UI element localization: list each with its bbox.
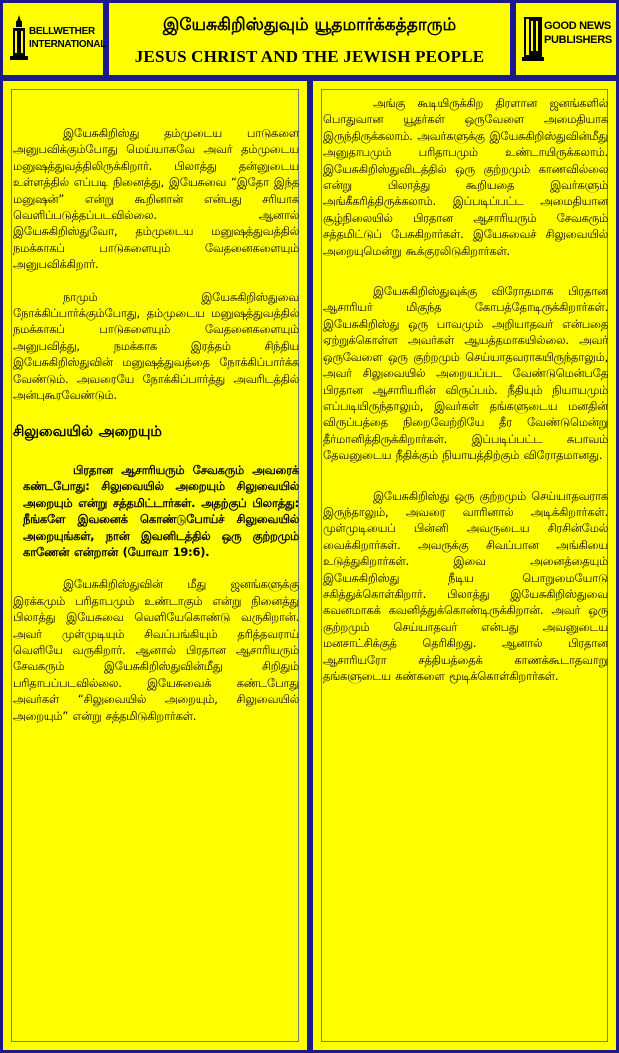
right-paragraph-2: இயேசுகிறிஸ்துவுக்கு விரோதமாக பிரதான ஆசாரியர் மிகுந்த கோபத்தோடிருக்கிறார்கள். இயேசுகிறிஸ்து ஒரு பாவமும் அறியாதவர் என்பதை ஏற்றுக்கொள்ள அவர்கள் ஆயத்தமாகயில்லை. அவர் ஒருவேளை ஒரு குற்றமும் செய்யாதவராகயிருந்தாலும், அவர் சிலுவையில் அறையப்பட வேண்டுமென்பதே பிரதான ஆசாரியரின் விருப்பம். நீதியும் நியாயமும் எப்படியிருந்தாலும், இவர்கள் தங்களுடைய மனதின் விருப்பத்தை நிறைவேற்றியே தீர வேண்டுமென்று தீர்மானித்திருக்கிறார்கள். இப்படிப்பட்ட சுபாவம் தேவனுடைய நீதிக்கும் நியாயத்திற்கும் விரோதமானது. bbox=[323, 284, 608, 463]
left-column-text bbox=[13, 125, 299, 740]
left-paragraph-1: இயேசுகிறிஸ்து தம்முடைய பாடுகளை அனுபவிக்கும்போது மெய்யாகவே அவர் தம்முடைய மனுஷத்துவத்திலிருக்கிறார். பிலாத்து தன்னுடைய உள்ளத்தில் எப்படி நினைத்து, இயேசுவை “இதோ இந்த மனுஷன்” என்று கூறினான் என்பது சரியாக வெளிப்படுத்தப்படவில்லை. ஆனால் இயேசுகிறிஸ்துவோ, தம்முடைய மனுஷத்துவத்தில் நமக்காகப் பாடுகளையும் வேதனைகளையும் அனுபவிக்கிறார். bbox=[13, 126, 299, 272]
right-paragraph-3: இயேசுகிறிஸ்து ஒரு குற்றமும் செய்யாதவராக இருந்தாலும், அவரை வாரினால் அடிக்கிறார்கள். முள்முடியைப் பின்னி அவருடைய சிரசின்மேல் வைக்கிறார்கள். அவருக்கு சிவப்பான அங்கியை உடுத்துகிறார்கள். இவை அனைத்தையும் இயேசுகிறிஸ்து நீடிய பொறுமையோடு சகித்துக்கொள்கிறார். பிலாத்து இயேசுகிறிஸ்துவை கவனமாகக் கவனித்துக்கொண்டிருக்கிறான். அவர் ஒரு குற்றமும் செய்யாதவர் என்பது அவனுடைய மனசாட்சிக்குத் தெரிகிறது. ஆனால் பிரதான ஆசாரியரோ சத்தியத்தைக் காணக்கூடாதவாறு தங்களுடைய கண்களை மூடிக்கொள்கிறார்கள். bbox=[323, 488, 608, 683]
page-header bbox=[0, 0, 619, 78]
right-logo-box bbox=[513, 0, 619, 78]
right-logo-text: GOOD NEWS PUBLISHERS bbox=[544, 20, 612, 46]
scripture-quote: பிரதான ஆசாரியரும் சேவகரும் அவரைக் கண்டபோது: சிலுவையில் அறையும் சிலுவையில் அறையும் என்று சத்தமிட்டார்கள். அதற்குப் பிலாத்து: நீங்களே இவனைக் கொண்டுபோய்ச் சிலுவையில் அறையுங்கள், நான் இவனிடத்தில் ஒரு குற்றமும் காணேன் என்றான் (யோவா 19:6). bbox=[23, 462, 299, 559]
left-paragraph-3: இயேசுகிறிஸ்துவின் மீது ஜனங்களுக்கு இரக்கமும் பரிதாபமும் உண்டாகும் என்று நினைத்து பிலாத்து இயேசுவை வெளியேகொண்டு வருகிறான். அவர் முள்முடியும் சிவப்பங்கியும் தரித்தவராய் வெளியே வருகிறார். ஆனால் பிரதான ஆசாரியரும் சேவகரும் இயேசுகிறிஸ்துவின்மீது சிறிதும் பரிதாபப்படவில்லை. இயேசுவைக் கண்டபோது அவர்கள் “சிலுவையில் அறையும், சிலுவையில் அறையும்” என்று சத்தமிடுகிறார்கள். bbox=[13, 577, 299, 723]
title-box bbox=[106, 0, 513, 78]
right-column bbox=[310, 78, 619, 1053]
left-paragraph-2: நாமும் இயேசுகிறிஸ்துவை நோக்கிப்பார்க்கும்போது, தம்முடைய மனுஷத்துவத்தில் நமக்காகப் பாடுகளையும் வேதனைகளையும் அனுபவித்து, நமக்காக இரத்தம் சிந்திய இயேசுகிறிஸ்துவின் மனுஷத்துவத்தை நோக்கிப்பார்க்க வேண்டும். அவரையே நோக்கிப்பார்த்து அவரிடத்தில் அன்புகூரவேண்டும். bbox=[13, 289, 299, 403]
book-logo-icon bbox=[522, 15, 544, 67]
title-tamil: இயேசுகிறிஸ்துவும் யூதமார்க்கத்தாரும் bbox=[162, 15, 457, 35]
left-logo-box bbox=[0, 0, 106, 78]
right-paragraph-1: அங்கு கூடியிருக்கிற திரளான ஜனங்களில் பொதுவான யூதர்கள் ஒருவேளை அமைதியாக இருந்திருக்கலாம். அவர்களுக்கு இயேசுகிறிஸ்துவின்மீது அனுதாபமும் பரிதாபமும் உண்டாயிருக்கலாம். இயேசுகிறிஸ்துவிடத்தில் ஒரு குற்றமும் காணவில்லை என்று பிலாத்து கூறியதை இவர்களும் அங்கீகரித்திருக்கலாம். இப்படிப்பட்ட அமைதியான சூழ்நிலையில் பிரதான ஆசாரியரும் சேவகரும் சத்தமிட்டுப் பேசுகிறார்கள். இயேசுவைச் சிலுவையில் அறையுமென்று கூக்குரலிடுகிறார்கள். bbox=[323, 96, 608, 258]
title-english: JESUS CHRIST AND THE JEWISH PEOPLE bbox=[134, 47, 485, 66]
right-column-text bbox=[323, 95, 608, 700]
bellwether-logo-icon bbox=[9, 15, 29, 67]
section-heading: சிலுவையில் அறையும் bbox=[13, 423, 162, 440]
left-column bbox=[0, 78, 310, 1053]
left-logo-text: BELLWETHER INTERNATIONAL bbox=[29, 26, 107, 50]
good-news-logo bbox=[522, 15, 614, 67]
bellwether-logo bbox=[9, 15, 107, 67]
